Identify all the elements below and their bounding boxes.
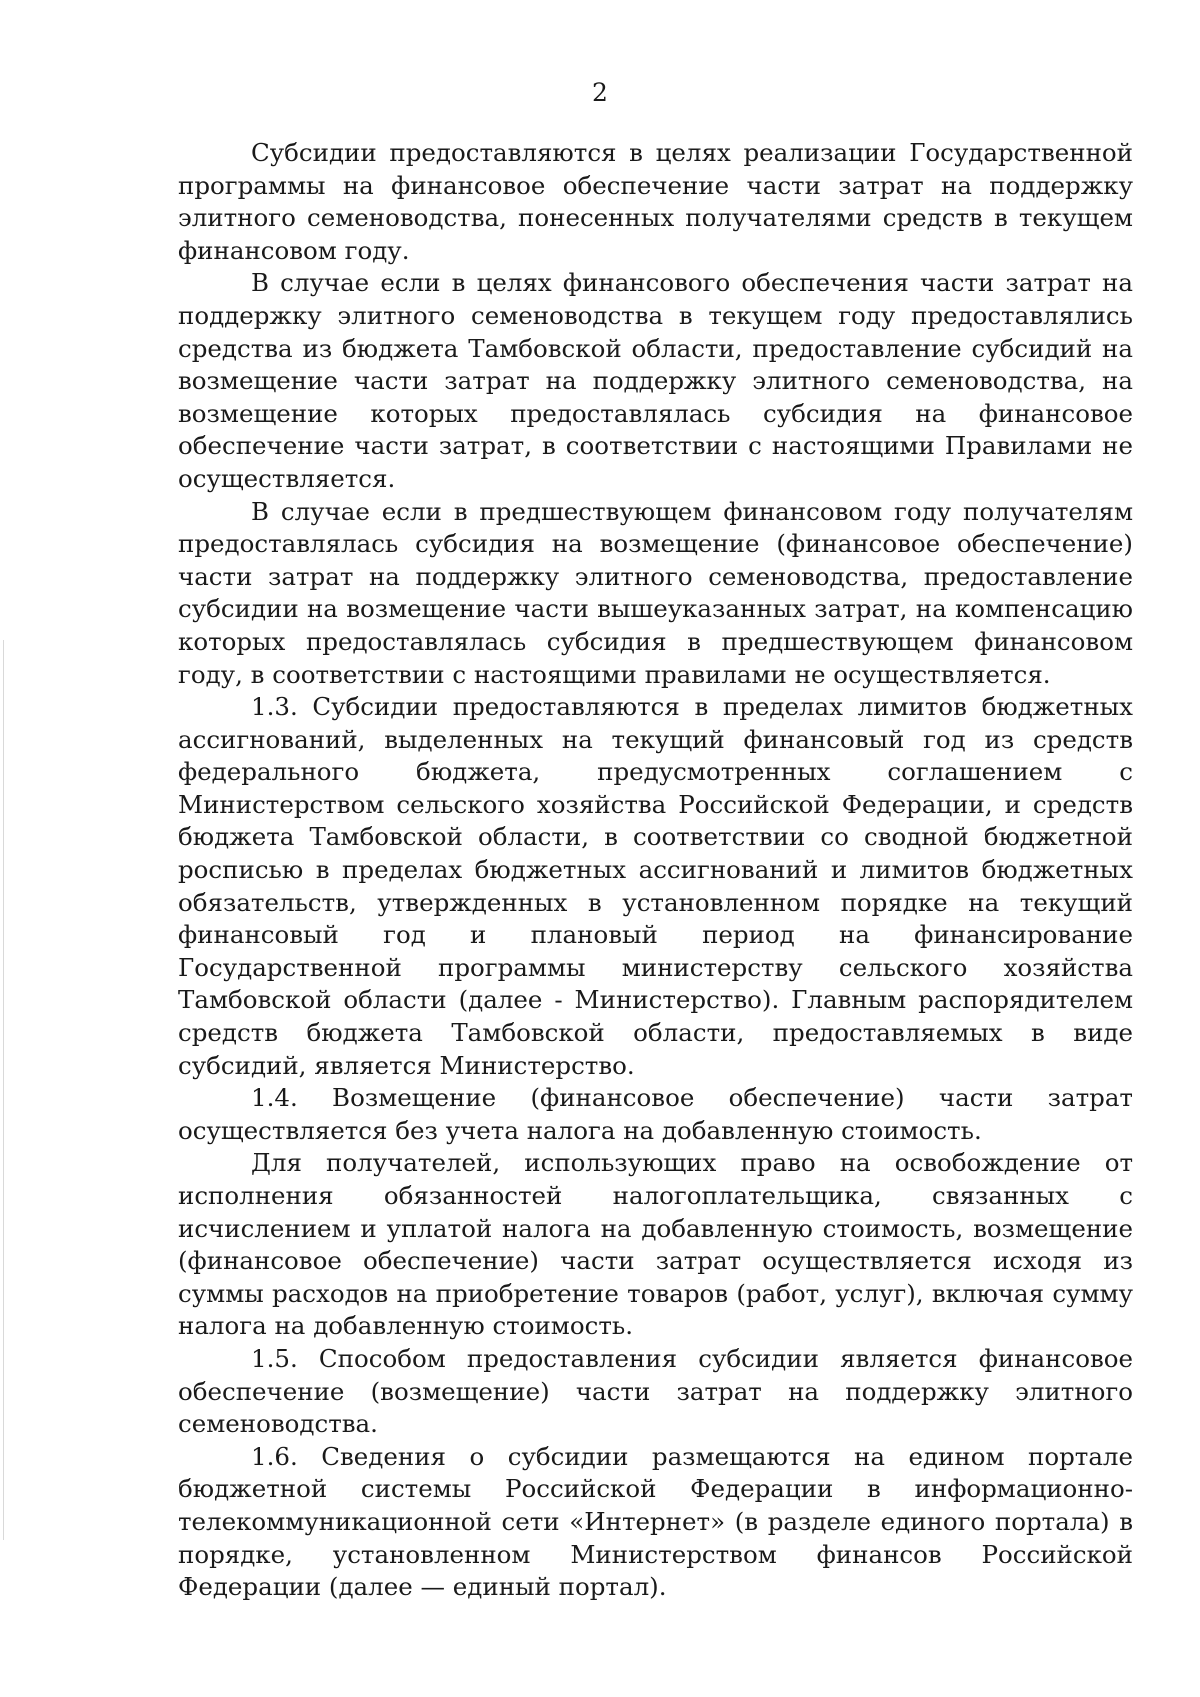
page-number: 2 [592, 78, 608, 107]
paragraph-1-6-portal-info: 1.6. Сведения о субсидии размещаются на едином портале бюджетной системы Российской Федерации в информационно-телекоммуникационной сети «Интернет» (в разделе единого портала) в порядке, установленном Министерством финансов Российской Федерации (далее — единый портал). [178, 1441, 1133, 1602]
paragraph-current-year-case: В случае если в целях финансового обеспечения части затрат на поддержку элитного семеноводства в текущем году предоставлялись средства из бюджета Тамбовской области, предоставление субсидий на возмещение части затрат на поддержку элитного семеноводства, на возмещение которых предоставлялась субсидия на финансовое обеспечение части затрат, в соответствии с настоящими Правилами не осуществляется. [178, 268, 1133, 493]
paragraph-previous-year-case: В случае если в предшествующем финансовом году получателям предоставлялась субсидия на возмещение (финансовое обеспечение) части затрат на поддержку элитного семеноводства, предоставление субсидии на возмещение части вышеуказанных затрат, на компенсацию которых предоставлялась субсидия в предшествующем финансовом году, в соответствии с настоящими правилами не осуществляется. [178, 496, 1133, 689]
paragraph-subsidy-purpose: Субсидии предоставляются в целях реализации Государственной программы на финансовое обеспечение части затрат на поддержку элитного семеноводства, понесенных получателями средств в текущем финансовом году. [178, 138, 1133, 265]
paragraph-1-4-vat-exclusion: 1.4. Возмещение (финансовое обеспечение) части затрат осуществляется без учета налога на добавленную стоимость. [178, 1083, 1133, 1145]
scan-edge-line [3, 640, 4, 1540]
paragraph-1-5-provision-method: 1.5. Способом предоставления субсидии является финансовое обеспечение (возмещение) части затрат на поддержку элитного семеноводства. [178, 1343, 1133, 1439]
document-body [178, 137, 1133, 1604]
paragraph-1-3-budget-limits: 1.3. Субсидии предоставляются в пределах лимитов бюджетных ассигнований, выделенных на текущий финансовый год из средств федерального бюджета, предусмотренных соглашением с Министерством сельского хозяйства Российской Федерации, и средств бюджета Тамбовской области, в соответствии со сводной бюджетной росписью в пределах бюджетных ассигнований и лимитов бюджетных обязательств, утвержденных в установленном порядке на текущий финансовый год и плановый период на финансирование Государственной программы министерству сельского хозяйства Тамбовской области (далее - Министерство). Главным распорядителем средств бюджета Тамбовской области, предоставляемых в виде субсидий, является Министерство. [178, 692, 1133, 1080]
paragraph-vat-exempt-recipients: Для получателей, использующих право на освобождение от исполнения обязанностей налогоплательщика, связанных с исчислением и уплатой налога на добавленную стоимость, возмещение (финансовое обеспечение) части затрат осуществляется исходя из суммы расходов на приобретение товаров (работ, услуг), включая сумму налога на добавленную стоимость. [178, 1148, 1133, 1341]
